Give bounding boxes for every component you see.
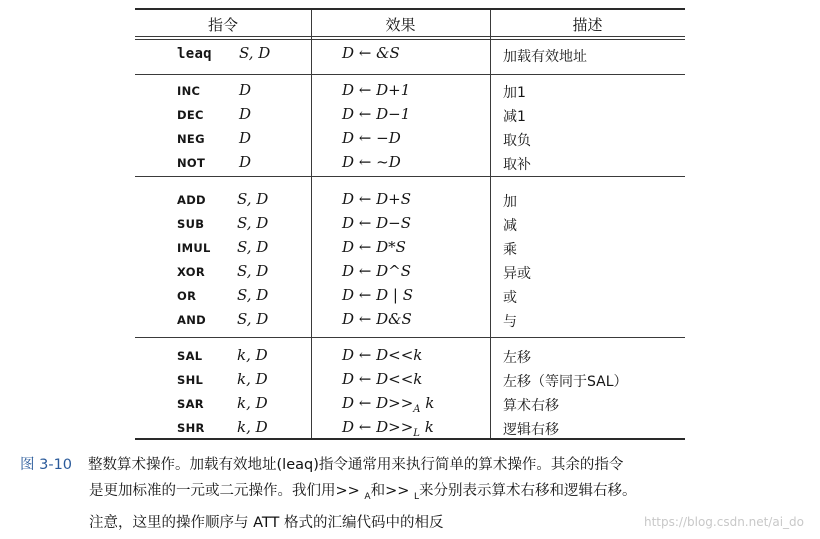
table-row-effect: D ← $D>>_A$ k xyxy=(342,394,435,415)
caption-text: 整数算术操作。加载有效地址(leaq)指令通常用来执行简单的算术操作。其余的指令 xyxy=(88,457,624,473)
header-rule xyxy=(135,36,685,40)
group-rule xyxy=(135,74,685,75)
instruction-table xyxy=(135,8,685,440)
group-rule xyxy=(135,337,685,338)
table-row-desc: 算术右移 xyxy=(503,398,559,414)
watermark: https://blog.csdn.net/ai_do xyxy=(643,515,804,529)
table-row-args: k, D xyxy=(237,346,268,364)
table-row-desc: 异或 xyxy=(503,266,531,282)
table-row-desc: 或 xyxy=(503,290,517,306)
table-row-desc: 与 xyxy=(503,314,517,330)
table-row-op: DEC xyxy=(177,108,204,122)
table-row-effect: D ← D−S xyxy=(342,214,412,232)
table-row-op: SHL xyxy=(177,373,204,387)
table-row-op: XOR xyxy=(177,265,205,279)
table-row-args: D xyxy=(239,81,252,99)
table-row-desc: 减 xyxy=(503,218,517,234)
figure-number: 图 3-10 xyxy=(20,457,73,473)
table-row-args: S, D xyxy=(239,44,271,62)
table-row-desc: 左移（等同于SAL） xyxy=(503,374,628,390)
table-row-effect: D ← −D xyxy=(342,129,401,147)
table-row-effect: D ← D<<k xyxy=(342,370,423,388)
caption-line: 注意，这里的操作顺序与 ATT 格式的汇编代码中的相反 xyxy=(89,514,444,531)
header-instruction: 指令 xyxy=(207,16,238,34)
table-row-desc: 加1 xyxy=(503,85,526,101)
table-row-desc: 乘 xyxy=(503,242,517,258)
table-row-effect: D ← D | S xyxy=(342,286,414,304)
table-row-op: leaq xyxy=(177,46,212,62)
table-row-op: SUB xyxy=(177,217,205,231)
table-row-args: D xyxy=(239,129,252,147)
table-row-op: SAL xyxy=(177,349,203,363)
table-row-desc: 取负 xyxy=(503,133,531,149)
table-row-op: IMUL xyxy=(177,241,211,255)
header-description: 描述 xyxy=(572,16,603,34)
table-row-desc: 左移 xyxy=(503,350,531,366)
table-row-op: ADD xyxy=(177,193,206,207)
table-row-desc: 加载有效地址 xyxy=(503,49,587,65)
table-row-effect: D ← D+1 xyxy=(342,81,411,99)
table-row-args: D xyxy=(239,153,252,171)
table-row-desc: 取补 xyxy=(503,157,531,173)
table-row-op: NOT xyxy=(177,156,206,170)
table-row-effect: D ← $D>>_L$ k xyxy=(342,418,434,439)
table-row-op: SAR xyxy=(177,397,204,411)
table-row-effect: D ← D&S xyxy=(342,310,412,328)
table-row-desc: 减1 xyxy=(503,109,526,125)
table-row-effect: D ← &S xyxy=(342,44,400,62)
table-row-effect: D ← ~D xyxy=(342,153,401,171)
table-row-effect: D ← D+S xyxy=(342,190,412,208)
table-row-args: S, D xyxy=(237,262,269,280)
table-row-op: SHR xyxy=(177,421,205,435)
table-row-args: S, D xyxy=(237,286,269,304)
table-row-args: S, D xyxy=(237,190,269,208)
group-rule xyxy=(135,176,685,177)
table-row-args: S, D xyxy=(237,214,269,232)
table-row-op: NEG xyxy=(177,132,205,146)
caption-line xyxy=(20,452,810,478)
table-row-args: k, D xyxy=(237,394,268,412)
table-row-args: k, D xyxy=(237,418,268,436)
table-row-effect: D ← D^S xyxy=(342,262,412,280)
table-row-args: S, D xyxy=(237,238,269,256)
table-row-op: INC xyxy=(177,84,201,98)
table-row-effect: D ← D<<k xyxy=(342,346,423,364)
header-effect: 效果 xyxy=(385,16,416,34)
table-row-args: k, D xyxy=(237,370,268,388)
table-row-desc: 加 xyxy=(503,194,517,210)
table-row-op: AND xyxy=(177,313,206,327)
caption-line: 是更加标准的一元或二元操作。我们用>> $_A$和>> $_L$来分别表示算术右移和逻辑右移。 xyxy=(89,483,637,502)
table-row-effect: D ← D*S xyxy=(342,238,406,256)
table-row-op: OR xyxy=(177,289,197,303)
table-row-effect: D ← D−1 xyxy=(342,105,411,123)
table-row-args: S, D xyxy=(237,310,269,328)
table-row-desc: 逻辑右移 xyxy=(503,422,559,438)
table-row-args: D xyxy=(239,105,252,123)
